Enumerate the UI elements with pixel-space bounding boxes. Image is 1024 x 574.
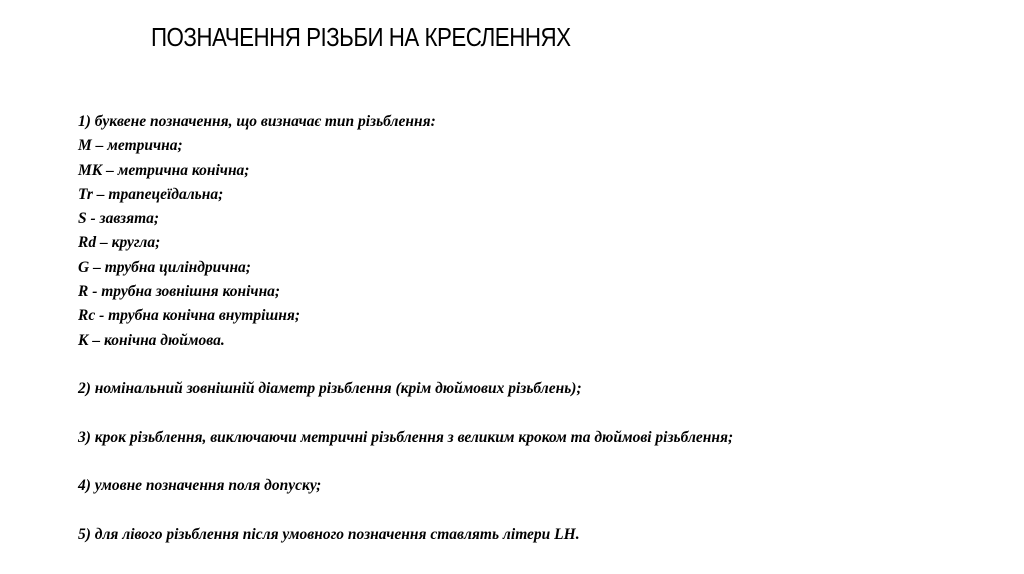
slide-title: ПОЗНАЧЕННЯ РІЗЬБИ НА КРЕСЛЕННЯХ <box>151 22 571 52</box>
thread-type-pipe-internal-conical: Rс - трубна конічна внутрішня; <box>78 307 301 325</box>
thread-type-trapezoidal: Tr – трапецеїдальна; <box>78 185 224 203</box>
spacer <box>78 499 978 523</box>
item-4: 4) умовне позначення поля допуску; <box>78 477 322 495</box>
spacer <box>78 450 978 474</box>
item-5: 5) для лівого різьблення після умовного позначення ставлять літери LH. <box>78 526 580 544</box>
thread-type-pipe-external-conical: R - трубна зовнішня конічна; <box>78 283 281 301</box>
thread-type-round: Rd – кругла; <box>78 234 161 252</box>
thread-type-conical-inch: К – конічна дюймова. <box>78 331 225 349</box>
thread-type-buttress: S - завзята; <box>78 210 160 228</box>
item-3: 3) крок різьблення, виключаючи метричні різьблення з великим кроком та дюймові різьблення; <box>78 428 734 446</box>
spacer <box>78 402 978 426</box>
spacer <box>78 353 978 377</box>
thread-type-pipe-cylindrical: G – трубна циліндрична; <box>78 258 251 276</box>
thread-type-metric-conical: МК – метрична конічна; <box>78 161 250 179</box>
thread-type-metric: М – метрична; <box>78 137 183 155</box>
item-1-heading: 1) буквене позначення, що визначає тип різьблення: <box>78 113 436 130</box>
slide-body <box>78 110 978 547</box>
item-2: 2) номінальний зовнішній діаметр різьблення (крім дюймових різьблень); <box>78 380 582 398</box>
